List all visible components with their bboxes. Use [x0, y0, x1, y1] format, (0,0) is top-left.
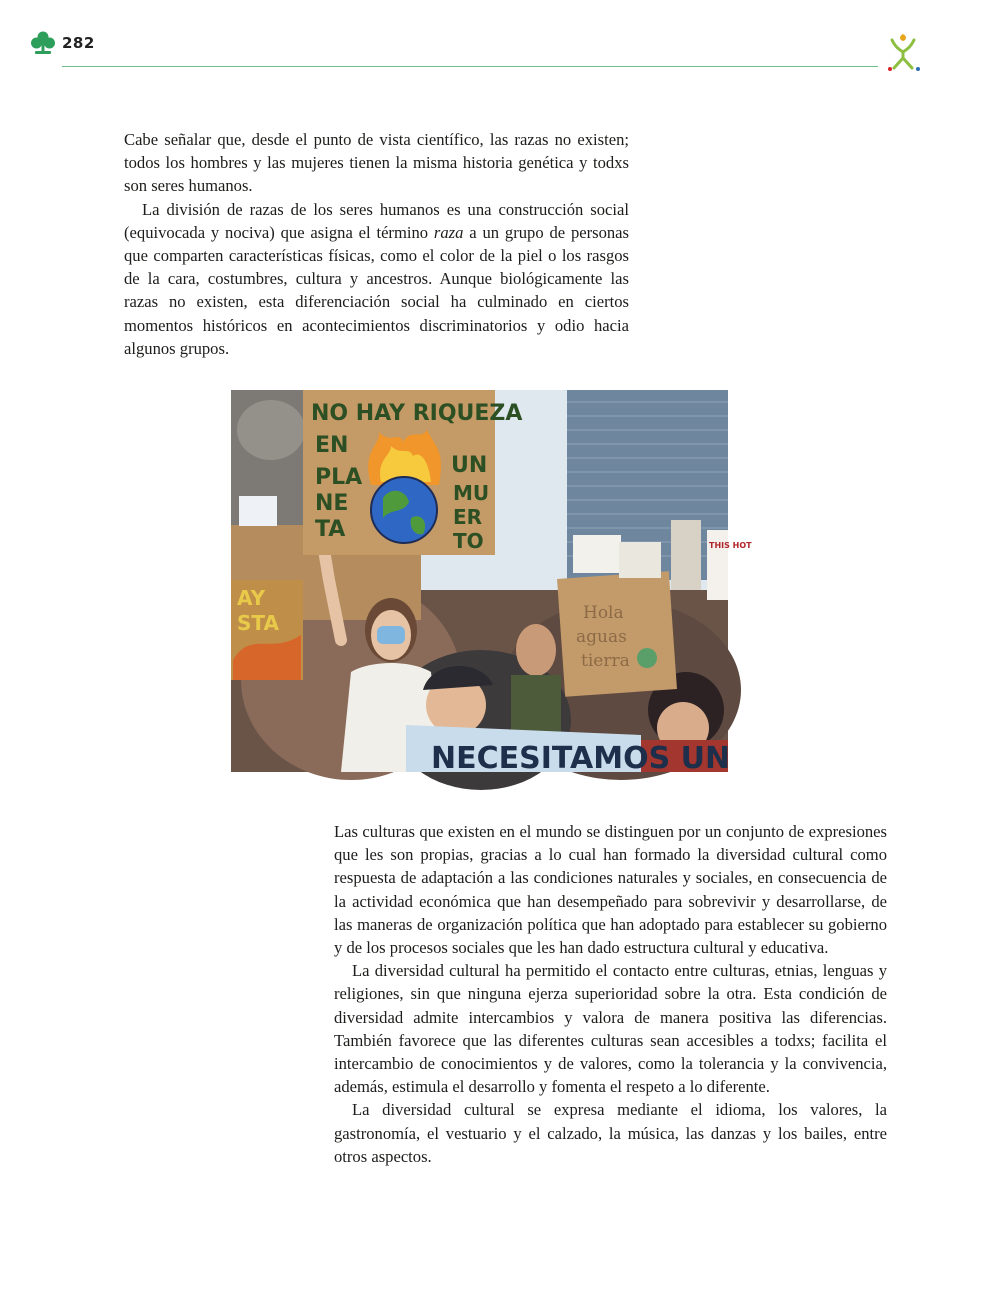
- sign-main-text: PLA: [315, 465, 363, 490]
- sign-left-text: AY: [237, 586, 266, 610]
- header-rule: [62, 66, 878, 67]
- paragraph: La diversidad cultural ha permitido el contacto entre culturas, etnias, lenguas y religiones, sin que ninguna ejerza superioridad sobre la otra. Esta condición de diversidad admite intercambios y valora de manera positiva las diferencias. También favorece que las diferentes culturas sean accesibles a todxs; facilita el intercambio de conocimientos y de valores, como la tolerancia y la convivencia, además, estimula el desarrollo y fomenta el respeto a lo diferente.: [334, 961, 887, 1097]
- banner-text: NECESITAMOS UN: [431, 741, 731, 776]
- sign-main-text: MU: [453, 481, 490, 505]
- sign-left-text: STA: [237, 611, 279, 635]
- sign-main-text: UN: [451, 453, 488, 478]
- paragraph: La diversidad cultural se expresa mediante el idioma, los valores, la gastronomía, el vestuario y el calzado, la música, las danzas y los bailes, entre otros aspectos.: [334, 1100, 887, 1166]
- sign-right-text: tierra: [581, 651, 630, 671]
- paragraph: Las culturas que existen en el mundo se distinguen por un conjunto de expresiones que les son propias, gracias a lo cual han formado la diversidad cultural como respuesta de adaptación a las condiciones naturales y sociales, en consecuencia de la actividad económica que han desempeñado para sobrevivir y desarrollarse, de las maneras de organización política que han adoptado para establecer su gobierno y de los procesos sociales que les han dado estructura cultural y educativa.: [334, 822, 887, 958]
- sign-right-text: aguas: [576, 627, 627, 647]
- text-block-diversity: [334, 820, 887, 1168]
- emphasis-term: raza: [433, 222, 464, 242]
- sign-main-text: NE: [315, 491, 349, 516]
- sign-main-text: NO HAY RIQUEZA: [311, 401, 523, 426]
- page-number: 282: [62, 34, 95, 52]
- tricolor-flower-emblem-icon: [30, 30, 56, 56]
- protest-photo: [231, 390, 752, 776]
- paragraph: La división de razas de los seres humanos es una construcción social (equivocada y nociva) que asigna el término raza a un grupo de personas que comparten características físicas, como el color de la piel o los rasgos de la cara, costumbres, cultura y ancestros. Aunque biológicamente las razas no existen, esta diferenciación social ha culminado en ciertos momentos históricos en acontecimientos discriminatorios y odio hacia algunos grupos.: [124, 199, 630, 358]
- sign-main-text: ER: [453, 505, 483, 529]
- sign-main-text: EN: [315, 433, 349, 458]
- text-block-intro: [124, 128, 629, 360]
- small-sign-text: THIS HOT: [709, 541, 752, 550]
- paragraph: Cabe señalar que, desde el punto de vista científico, las razas no existen; todos los hombres y las mujeres tienen la misma historia genética y todxs son seres humanos.: [124, 130, 629, 196]
- sign-main-text: TO: [453, 529, 484, 553]
- sign-main-text: TA: [315, 517, 346, 542]
- sign-right-text: Hola: [583, 603, 624, 623]
- stick-figure-sprout-logo-icon: [882, 30, 924, 72]
- page-header: [0, 0, 986, 80]
